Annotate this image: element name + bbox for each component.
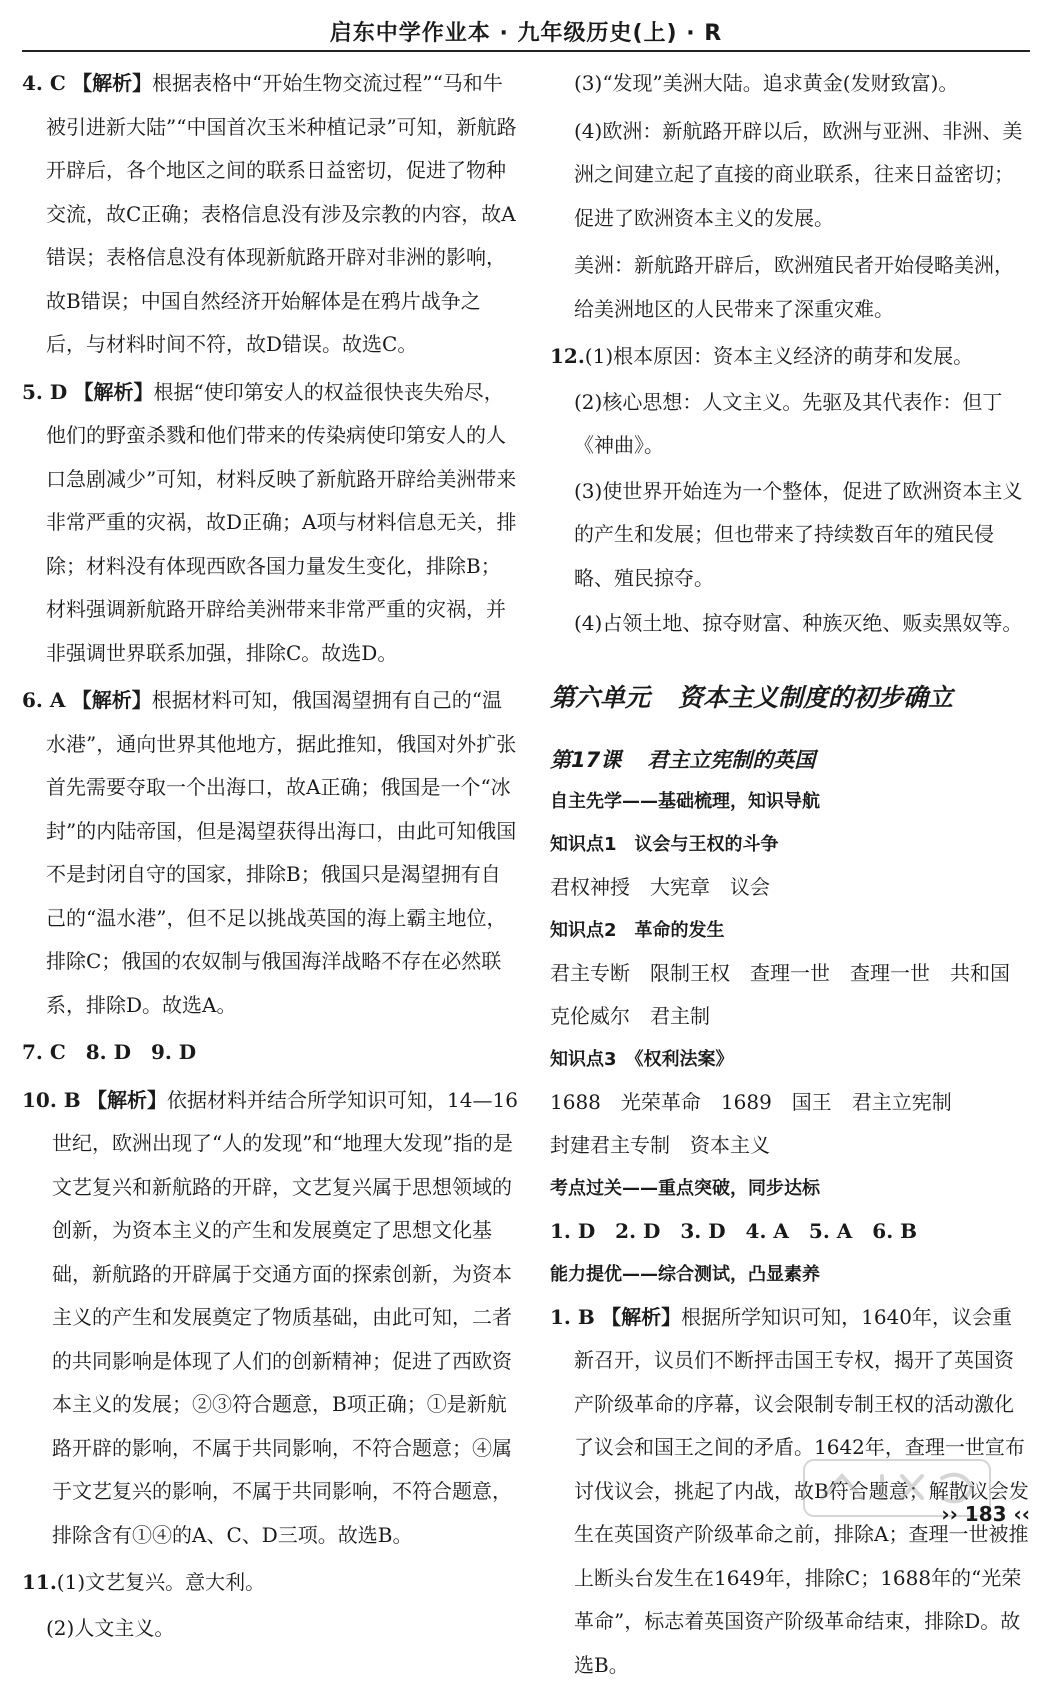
answer-number: 6. A xyxy=(22,688,65,712)
knowledge-point-3: 知识点3 《权利法案》 xyxy=(550,1038,1030,1081)
section-heading-checkpoint: 考点过关——重点突破，同步达标 xyxy=(550,1167,1030,1210)
analysis-tag: 【解析】 xyxy=(72,71,152,95)
answer-12 xyxy=(550,335,1030,379)
answer-text: 依据材料并结合所学知识可知，14—16世纪，欧洲出现了“人的发现”和“地理大发现”指的是文艺复兴和新航路的开辟，文艺复兴属于思想领域的创新，为资本主义的产生和发展奠定了思想文化基础，新航路的开辟属于交通方面的探索创新，为资本主义的产生和发展奠定了物质基础，由此可知，二者的共同影响是体现了人们的创新精神；促进了西欧资本主义的发展；②③符合题意，B项正确；①是新航路开辟的影响，不属于共同影响，不符合题意；④属于文艺复兴的影响，不属于共同影响，不符合题意，排除含有①④的A、C、D三项。故选B。 xyxy=(52,1088,518,1547)
unit-heading xyxy=(550,678,1030,718)
section-heading-self-study: 自主先学——基础梳理，知识导航 xyxy=(550,780,1030,823)
answer-number: 5. D xyxy=(22,380,67,404)
left-column xyxy=(22,62,518,1650)
knowledge-point-1: 知识点1 议会与王权的斗争 xyxy=(550,823,1030,866)
lesson-label: 第17课 xyxy=(550,748,621,772)
answer-text: 根据表格中“开始生物交流过程”“马和牛被引进新大陆”“中国首次玉米种植记录”可知，新航路开辟后，各个地区之间的联系日益密切，促进了物种交流，故C正确；表格信息没有涉及宗教的内容，故A错误；表格信息没有体现新航路开辟对非洲的影响，故B错误；中国自然经济开始解体是在鸦片战争之后，与材料时间不符，故D错误。故选C。 xyxy=(46,71,517,356)
answer-5 xyxy=(22,371,518,676)
answer-12-part-2: (2)核心思想：人文主义。先驱及其代表作：但丁《神曲》。 xyxy=(550,381,1030,468)
checkpoint-answers: 1. D 2. D 3. D 4. A 5. A 6. B xyxy=(550,1210,1030,1253)
analysis-tag: 【解析】 xyxy=(601,1305,681,1329)
unit-title: 资本主义制度的初步确立 xyxy=(678,683,953,712)
answers-7-9: 7. C 8. D 9. D xyxy=(22,1031,518,1075)
right-column xyxy=(550,62,1030,1687)
answer-11-part-5: 美洲：新航路开辟后，欧洲殖民者开始侵略美洲，给美洲地区的人民带来了深重灾难。 xyxy=(550,244,1030,331)
answer-4 xyxy=(22,62,518,367)
knowledge-point-2-answers-line-2: 克伦威尔 君主制 xyxy=(550,995,1030,1038)
page-number: ›› 183 ‹‹ xyxy=(941,1502,1030,1526)
answer-number: 4. C xyxy=(22,71,66,95)
analysis-tag: 【解析】 xyxy=(72,688,152,712)
answer-number: 10. B xyxy=(22,1088,81,1112)
answer-number: 12. xyxy=(550,344,585,368)
answer-12-part-4: (4)占领土地、掠夺财富、种族灭绝、贩卖黑奴等。 xyxy=(550,602,1030,646)
answer-11-part-4: (4)欧洲：新航路开辟以后，欧洲与亚洲、非洲、美洲之间建立起了直接的商业联系，往来日益密切；促进了欧洲资本主义的发展。 xyxy=(550,110,1030,241)
analysis-tag: 【解析】 xyxy=(74,380,154,404)
answer-10 xyxy=(22,1079,518,1558)
page-header xyxy=(22,0,1030,52)
answer-11-part-1: (1)文艺复兴。意大利。 xyxy=(57,1570,265,1594)
answer-number: 11. xyxy=(22,1570,57,1594)
lesson-heading xyxy=(550,740,1030,780)
answer-6 xyxy=(22,679,518,1027)
answer-11-part-2: (2)人文主义。 xyxy=(22,1607,518,1651)
answer-text: 根据“使印第安人的权益很快丧失殆尽，他们的野蛮杀戮和他们带来的传染病使印第安人的人口急剧减少”可知，材料反映了新航路开辟给美洲带来非常严重的灾祸，故D正确；A项与材料信息无关，排除；材料没有体现西欧各国力量发生变化，排除B；材料强调新航路开辟给美洲带来非常严重的灾祸，并非强调世界联系加强，排除C。故选D。 xyxy=(46,380,516,665)
unit-label: 第六单元 xyxy=(550,683,650,712)
answer-12-part-1: (1)根本原因：资本主义经济的萌芽和发展。 xyxy=(585,344,973,368)
knowledge-point-3-answers-line-2: 封建君主专制 资本主义 xyxy=(550,1124,1030,1167)
knowledge-point-3-answers-line-1: 1688 光荣革命 1689 国王 君主立宪制 xyxy=(550,1081,1030,1124)
analysis-tag: 【解析】 xyxy=(87,1088,167,1112)
knowledge-point-2: 知识点2 革命的发生 xyxy=(550,909,1030,952)
knowledge-point-1-answers: 君权神授 大宪章 议会 xyxy=(550,866,1030,909)
answer-text: 根据材料可知，俄国渴望拥有自己的“温水港”，通向世界其他地方，据此推知，俄国对外扩张首先需要夺取一个出海口，故A正确；俄国是一个“冰封”的内陆帝国，但是渴望获得出海口，由此可知俄国不是封闭自守的国家，排除B；俄国只是渴望拥有自己的“温水港”，但不足以挑战英国的海上霸主地位，排除C；俄国的农奴制与俄国海洋战略不存在必然联系，排除D。故选A。 xyxy=(46,688,516,1017)
answer-number: 1. B xyxy=(550,1305,595,1329)
knowledge-point-2-answers-line-1: 君主专断 限制王权 查理一世 查理一世 共和国 xyxy=(550,952,1030,995)
answer-12-part-3: (3)使世界开始连为一个整体，促进了欧洲资本主义的产生和发展；但也带来了持续数百年的殖民侵略、殖民掠夺。 xyxy=(550,470,1030,601)
section-heading-ability: 能力提优——综合测试，凸显素养 xyxy=(550,1253,1030,1296)
book-title: 启东中学作业本 · 九年级历史(上) · R xyxy=(22,16,1030,47)
answer-11 xyxy=(22,1561,518,1605)
answer-text: 根据所学知识可知，1640年，议会重新召开，议员们不断抨击国王专权，揭开了英国资产阶级革命的序幕，议会限制专制王权的活动激化了议会和国王之间的矛盾。1642年，查理一世宣布讨伐议会，挑起了内战，故B符合题意；解散议会发生在英国资产阶级革命之前，排除A；查理一世被推上断头台发生在1649年，排除C；1688年的“光荣革命”，标志着英国资产阶级革命结束，排除D。故选B。 xyxy=(574,1305,1029,1677)
lesson-title: 君主立宪制的英国 xyxy=(647,748,815,772)
answer-11-part-3: (3)“发现”美洲大陆。追求黄金(发财致富)。 xyxy=(550,62,1030,106)
